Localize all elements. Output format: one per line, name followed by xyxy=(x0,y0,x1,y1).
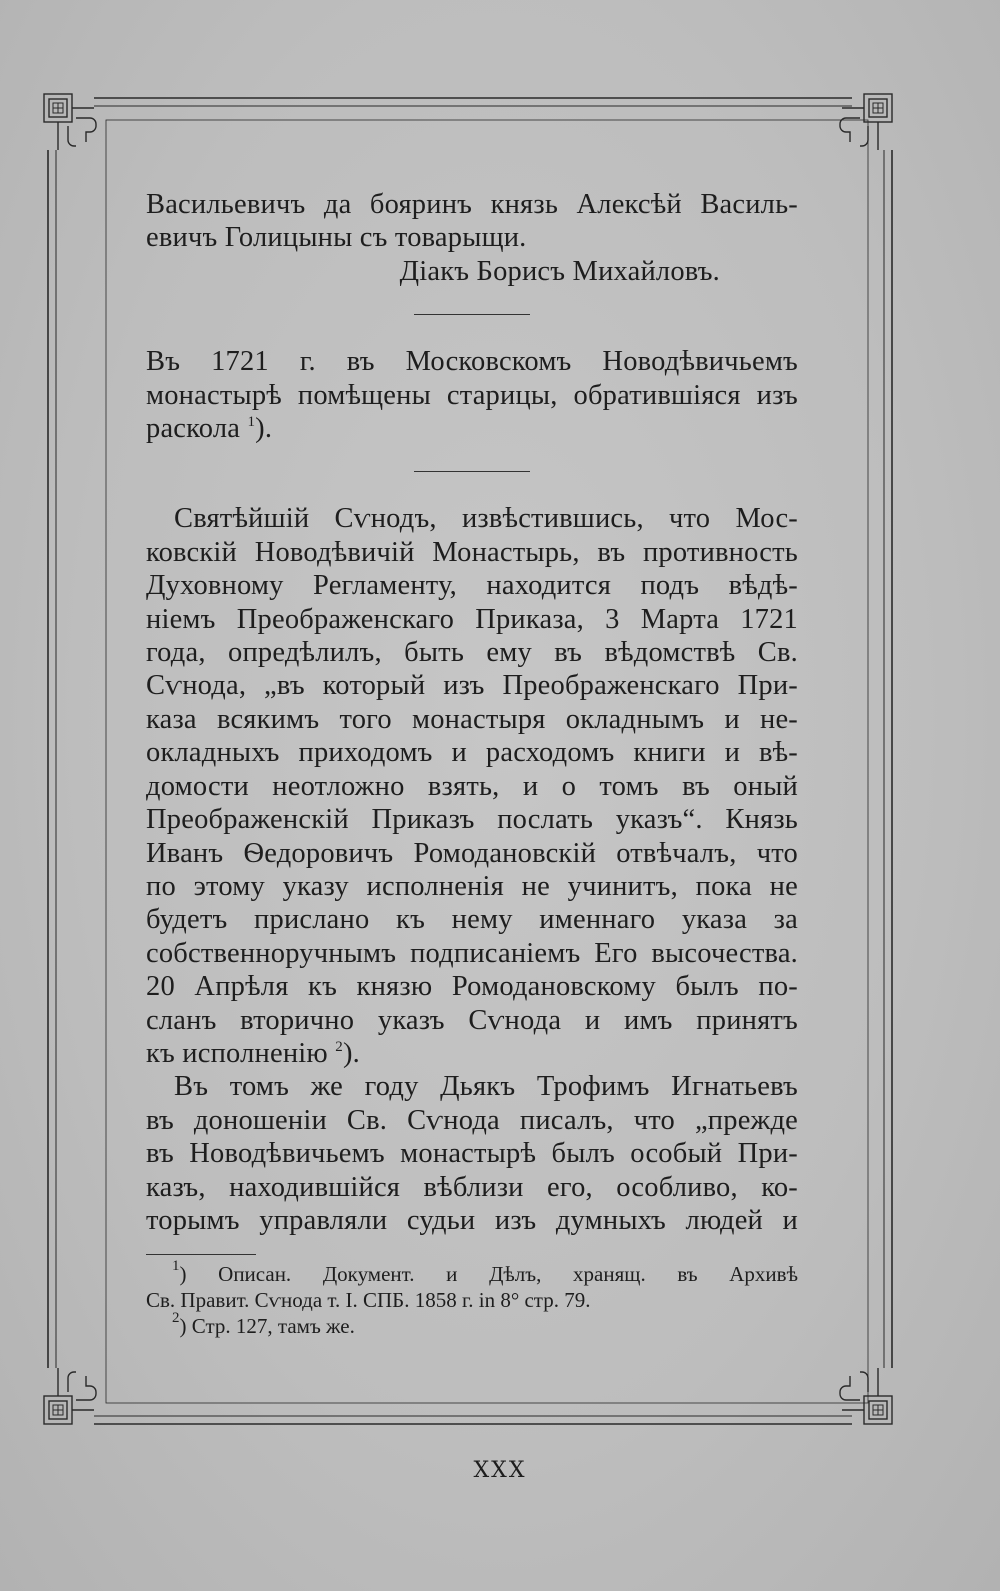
footnote-text: ) Стр. 127, тамъ же. xyxy=(179,1314,355,1338)
text-fragment: раскола xyxy=(146,413,241,445)
text-fragment: ). xyxy=(255,413,273,445)
text-line: собственноручнымъ подписаніемъ Его высочества. xyxy=(146,937,798,969)
footnote-text: ) Описан. Документ. и Дѣлъ, хранящ. въ Архивѣ xyxy=(179,1262,798,1286)
text-line: Въ томъ же году Дьякъ Трофимъ Игнатьевъ xyxy=(174,1071,798,1103)
text-line: Сѵнода, „въ который изъ Преображенскаго При- xyxy=(146,670,798,702)
main-text xyxy=(146,188,798,1237)
footnote-line xyxy=(146,1310,798,1339)
footnote-line xyxy=(146,1258,798,1287)
footnote-mark: 1 xyxy=(172,1258,180,1274)
text-line: евичъ Голицыны съ товарыщи. xyxy=(146,222,527,254)
text-line: каза всякимъ того монастыря окладнымъ и не- xyxy=(146,703,798,735)
section-divider xyxy=(414,314,530,315)
text-line: въ Новодѣвичьемъ монастырѣ былъ особый При- xyxy=(146,1138,798,1170)
text-line: казъ, находившійся вѣблизи его, особливо, ко- xyxy=(146,1171,798,1203)
text-line: Преображенскій Приказъ послать указъ“. Князь xyxy=(146,804,798,836)
footnote-mark: 2 xyxy=(335,1038,343,1055)
text-line: домости неотложно взять, и о томъ въ оный xyxy=(146,770,798,802)
text-fragment: къ исполненію xyxy=(146,1037,328,1069)
text-line: Васильевичъ да бояринъ князь Алексѣй Василь- xyxy=(146,189,798,220)
text-line: Въ 1721 г. въ Московскомъ Новодѣвичьемъ xyxy=(146,346,798,378)
text-line: торымъ управляли судьи изъ думныхъ людей и xyxy=(146,1204,798,1236)
text-line: сланъ вторично указъ Сѵнода и имъ принятъ xyxy=(146,1004,798,1036)
footnote-mark: 2 xyxy=(172,1310,180,1326)
footnote-mark: 1 xyxy=(247,414,256,431)
page-number: XXX xyxy=(473,1458,527,1483)
text-line: окладныхъ приходомъ и расходомъ книги и вѣ- xyxy=(146,737,798,769)
text-line: ніемъ Преображенскаго Приказа, 3 Марта 1721 xyxy=(146,603,798,635)
text-line xyxy=(146,412,798,445)
text-line: Иванъ Ѳедоровичъ Ромодановскій отвѣчалъ, что xyxy=(146,837,798,869)
text-line: 20 Апрѣля къ князю Ромодановскому былъ по- xyxy=(146,971,798,1003)
text-line: года, опредѣлилъ, быть ему въ вѣдомствѣ Св. xyxy=(146,637,798,669)
text-line: будетъ прислано къ нему именнаго указа за xyxy=(146,904,798,936)
section-divider xyxy=(414,471,530,472)
text-line: по этому указу исполненія не учинитъ, пока не xyxy=(146,870,798,902)
text-line: монастырѣ помѣщены старицы, обратившіяся изъ xyxy=(146,379,798,411)
text-line xyxy=(146,1037,798,1070)
footnotes xyxy=(146,1258,798,1339)
footnote-line: Св. Правит. Сѵнода т. I. СПБ. 1858 г. in 8° стр. 79. xyxy=(146,1288,591,1312)
text-line: въ доношеніи Св. Сѵнода писалъ, что „прежде xyxy=(146,1104,798,1136)
text-line: Святѣйшій Сѵнодъ, извѣстившись, что Мос- xyxy=(174,503,798,535)
text-line: Духовному Регламенту, находится подъ вѣдѣ- xyxy=(146,570,798,602)
text-line: ковскій Новодѣвичій Монастырь, въ противность xyxy=(146,536,798,568)
signature-line: Діакъ Борисъ Михайловъ. xyxy=(399,255,720,287)
text-fragment: ). xyxy=(342,1037,360,1069)
footnote-rule xyxy=(146,1254,256,1255)
